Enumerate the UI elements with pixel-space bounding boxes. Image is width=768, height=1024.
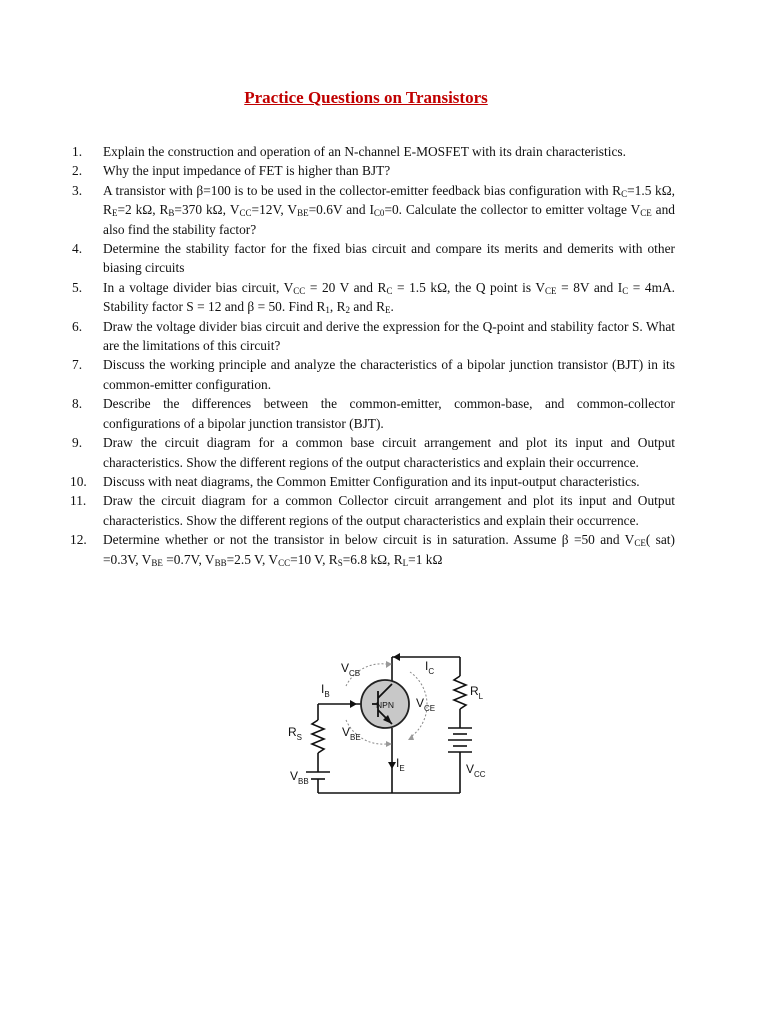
question-item bbox=[72, 472, 675, 491]
question-number: 5. bbox=[72, 279, 83, 295]
question-text: Draw the circuit diagram for a common Collector circuit arrangement and plot its input and Output characteristics. Show the different regions of the output characteristics and explain their occurrence. bbox=[103, 493, 675, 528]
question-number: 3. bbox=[72, 182, 83, 198]
question-item bbox=[72, 491, 675, 530]
question-number: 8. bbox=[72, 396, 83, 412]
question-text: In a voltage divider bias circuit, $V_{CC} = 20$ V and $R_C = 1.5$ kΩ, the Q point is $V_{CE} = 8V$ and $I_C = 4mA$. Stability factor S = 12 and β = 50. Find $R_1$, $R_2$ and $R_E$. bbox=[103, 279, 676, 316]
question-item bbox=[72, 239, 675, 278]
question-text: A transistor with β=100 is to be used in the collector-emitter feedback bias configuration with $R_C=1.5$ kΩ, $R_E=2$ kΩ, $R_B=370$ kΩ, $V_{CC}=12V$, $V_{BE}=0.6V$ and $I_{C0}=0$. Calculate the collector to emitter voltage $V_{CE}$ and also find the stability factor? bbox=[103, 182, 675, 237]
question-number: 12. bbox=[70, 532, 87, 548]
question-text: Draw the voltage divider bias circuit and derive the expression for the Q-point and stability factor S. What are the limitations of this circuit? bbox=[103, 318, 675, 354]
question-item bbox=[72, 394, 675, 433]
question-text: Describe the differences between the common-emitter, common-base, and common-collector configurations of a bipolar junction transistor (BJT). bbox=[103, 396, 675, 431]
ib-label: $I_B$ bbox=[321, 682, 330, 699]
ic-label: $I_C$ bbox=[425, 659, 435, 676]
question-text: Why the input impedance of FET is higher than BJT? bbox=[103, 163, 391, 179]
question-item bbox=[72, 530, 675, 569]
question-item bbox=[72, 278, 675, 317]
question-text: Discuss with neat diagrams, the Common Emitter Configuration and its input-output characteristics. bbox=[103, 473, 640, 489]
question-item bbox=[72, 317, 675, 356]
question-item bbox=[72, 433, 675, 472]
question-text: Determine whether or not the transistor in below circuit is in saturation. Assume β =50 and $V_{CE}$( sat) =0.3V, $V_{BE} =0.7V$, $V_{BB}=2.5$ V, $V_{CC}=10$ V, $R_S=6.8$ kΩ, $R_L=1$ kΩ bbox=[103, 532, 675, 568]
question-number: 6. bbox=[72, 318, 83, 334]
page-title: Practice Questions on Transistors bbox=[244, 88, 488, 107]
rl-label: $R_L$ bbox=[470, 684, 484, 701]
question-item bbox=[72, 161, 675, 180]
question-number: 7. bbox=[72, 357, 83, 373]
question-text: Determine the stability factor for the fixed bias circuit and compare its merits and demerits with other biasing circuits bbox=[103, 241, 675, 276]
question-item bbox=[72, 142, 675, 161]
vbb-label: $V_{BB}$ bbox=[290, 769, 309, 786]
question-item bbox=[72, 181, 675, 239]
rs-label: $R_S$ bbox=[288, 725, 303, 742]
question-number: 2. bbox=[72, 163, 83, 179]
vcc-label: $V_{CC}$ bbox=[466, 762, 486, 779]
question-number: 9. bbox=[72, 435, 83, 451]
ie-label: $I_E$ bbox=[396, 756, 405, 773]
question-list bbox=[72, 142, 675, 569]
vbe-label: $V_{BE}$ bbox=[342, 725, 361, 742]
question-text: Draw the circuit diagram for a common base circuit arrangement and plot its input and Output characteristics. Show the different regions of the output characteristics and explain their occurrence. bbox=[103, 435, 675, 470]
vcb-label: $V_{CB}$ bbox=[341, 661, 361, 678]
question-text: Explain the construction and operation of an N-channel E-MOSFET with its drain characteristics. bbox=[103, 144, 626, 159]
question-number: 11. bbox=[70, 493, 87, 509]
transistor-circuit-diagram bbox=[282, 650, 486, 800]
transistor-type-label: NPN bbox=[376, 700, 394, 710]
question-item bbox=[72, 355, 675, 394]
question-text: Discuss the working principle and analyze the characteristics of a bipolar junction transistor (BJT) in its common-emitter configuration. bbox=[103, 357, 675, 392]
question-number: 1. bbox=[72, 144, 83, 159]
question-number: 10. bbox=[70, 473, 87, 489]
vce-label: $V_{CE}$ bbox=[416, 696, 436, 713]
question-number: 4. bbox=[72, 241, 83, 257]
